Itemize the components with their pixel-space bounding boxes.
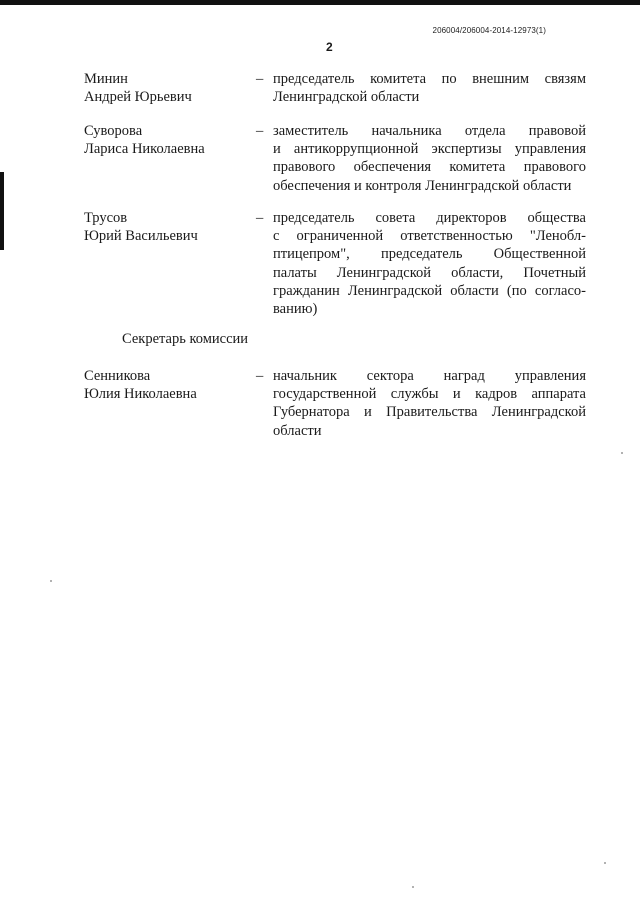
role-line: государственной службы и кадров аппарата: [273, 386, 586, 403]
member-name: [84, 122, 254, 158]
role-line: правового обеспечения комитета правового: [273, 159, 586, 176]
scan-border-top: [0, 0, 640, 5]
member-given-name: Юрий Васильевич: [84, 228, 198, 245]
member-name: [84, 70, 254, 106]
scan-border-left: [0, 172, 4, 250]
dash-separator: –: [256, 368, 264, 384]
member-surname: Минин: [84, 71, 128, 87]
dash-separator: –: [256, 210, 264, 226]
member-surname: Суворова: [84, 123, 143, 139]
secretary-heading: Секретарь комиссии: [122, 331, 249, 347]
role-line: области: [273, 422, 322, 439]
scan-speck: [50, 580, 52, 582]
role-line: Губернатора и Правительства Ленинградской: [273, 404, 586, 421]
member-surname: Трусов: [84, 210, 128, 226]
role-line: гражданин Ленинградской области (по согласо-: [273, 282, 586, 299]
member-given-name: Андрей Юрьевич: [84, 89, 192, 106]
role-line: ванию): [273, 301, 318, 318]
secretary-surname: Сенникова: [84, 368, 151, 384]
role-line: председатель комитета по внешним связям: [273, 71, 586, 87]
member-name: [84, 209, 254, 245]
dash-separator: –: [256, 123, 264, 139]
role-line: заместитель начальника отдела правовой: [273, 123, 586, 139]
scan-speck: [412, 886, 414, 888]
page-number: 2: [326, 40, 333, 54]
member-role: [273, 209, 586, 318]
role-line: начальник сектора наград управления: [273, 368, 586, 384]
member-role: [273, 122, 586, 195]
member-role: [273, 70, 586, 106]
role-line: обеспечения и контроля Ленинградской области: [273, 177, 572, 194]
role-line: и антикоррупционной экспертизы управления: [273, 141, 586, 158]
document-id: 206004/206004-2014-12973(1): [432, 26, 546, 35]
scan-speck: [604, 862, 606, 864]
secretary-name: [84, 367, 254, 403]
member-given-name: Лариса Николаевна: [84, 141, 205, 158]
role-line: птицепром", председатель Общественной: [273, 246, 586, 263]
role-line: председатель совета директоров общества: [273, 210, 586, 226]
secretary-given-name: Юлия Николаевна: [84, 386, 197, 403]
role-line: палаты Ленинградской области, Почетный: [273, 264, 586, 281]
role-line: Ленинградской области: [273, 89, 420, 106]
role-line: с ограниченной ответственностью "Ленобл-: [273, 228, 586, 245]
secretary-role: [273, 367, 586, 440]
scan-speck: [621, 452, 623, 454]
dash-separator: –: [256, 71, 264, 87]
